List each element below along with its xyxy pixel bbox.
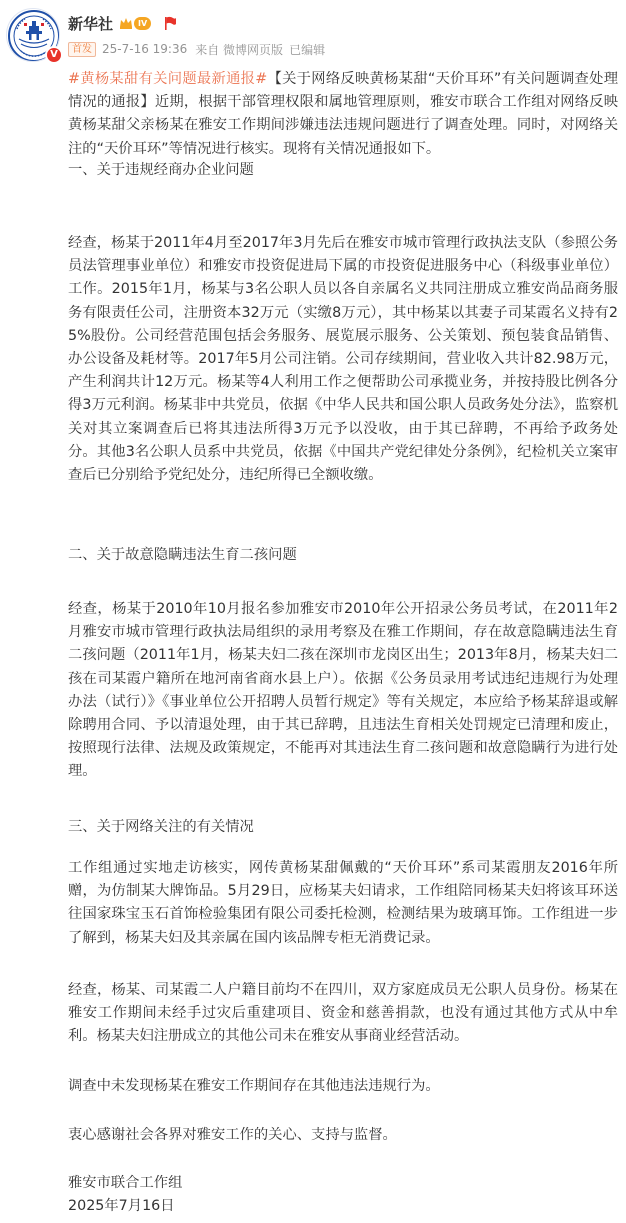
hashtag-link[interactable]: #黄杨某甜有关问题最新通报# <box>68 71 268 87</box>
vip-crown-icon <box>119 17 133 29</box>
verified-badge-icon: V <box>45 46 63 64</box>
edited-label[interactable]: 已编辑 <box>289 42 326 57</box>
name-row <box>68 12 177 34</box>
sign-date: 2025年7月16日 <box>68 1198 175 1214</box>
first-release-tag: 首发 <box>68 42 96 57</box>
post-timestamp[interactable]: 25-7-16 19:36 <box>102 42 188 56</box>
thanks-paragraph: 衷心感谢社会各界对雅安工作的关心、支持与监督。 <box>68 1127 397 1143</box>
section-heading-3: 三、关于网络关注的有关情况 <box>68 819 254 835</box>
post-meta <box>68 41 325 57</box>
section-heading-1: 一、关于违规经商办企业问题 <box>68 162 254 178</box>
section-heading-2: 二、关于故意隐瞒违法生育二孩问题 <box>68 547 297 563</box>
avatar-container[interactable] <box>6 8 62 64</box>
conclusion-paragraph: 调查中未发现杨某在雅安工作期间存在其他违法违规行为。 <box>68 1078 440 1094</box>
post-content <box>68 68 618 1214</box>
username[interactable]: 新华社 <box>68 14 114 33</box>
signer: 雅安市联合工作组 <box>68 1175 183 1191</box>
post-source: 来自 微博网页版 <box>195 42 284 57</box>
intro-paragraph <box>68 68 618 161</box>
section-paragraph-1: 经查，杨某于2011年4月至2017年3月先后在雅安市城市管理行政执法支队（参照公务员法管理事业单位）和雅安市投资促进局下属的市投资促进服务中心（科级事业单位）工作。2015年1月，杨某与3名公职人员以各自亲属名义共同注册成立雅安尚品商务服务有限责任公司，注册资本32万元（实缴8万元），其中杨某以其妻子司某霞名义持有25%股份。公司经营范围包括会务服务、展览展示服务、公关策划、预包装食品销售、办公设备及耗材等。2017年5月公司注销。公司存续期间，营业收入共计82.98万元，产生利润共计12万元。杨某等4人利用工作之便帮助公司承揽业务，并按持股比例各分得3万元利润。杨某非中共党员，依据《中华人民共和国公职人员政务处分法》，监察机关对其立案调查后已将其违法所得3万元予以没收，由于其已辞聘，不再给予政务处分。其他3名公职人员系中共党员，依据《中国共产党纪律处分条例》，纪检机关立案审查后已分别给予党纪处分，违纪所得已全额收缴。 <box>68 235 618 484</box>
vip-badge[interactable] <box>119 17 151 30</box>
intro-text: 【关于网络反映黄杨某甜“天价耳环”有关问题调查处理情况的通报】近期，根据干部管理权限和属地管理原则，雅安市联合工作组对网络反映黄杨某甜父亲杨某在雅安工作期间涉嫌违法违规问题进行了调查处理。同时，对网络关注的“天价耳环”等情况进行核实。现将有关情况通报如下。 <box>68 71 618 157</box>
post-header <box>0 0 626 64</box>
level-badge: IV <box>134 17 151 30</box>
section-paragraph-4: 经查，杨某、司某霞二人户籍目前均不在四川，双方家庭成员无公职人员身份。杨某在雅安工作期间未经手过灾后重建项目、资金和慈善捐款，也没有通过其他方式从中牟利。杨某夫妇注册成立的其他公司未在雅安从事商业经营活动。 <box>68 982 618 1045</box>
red-flag-icon[interactable] <box>163 15 177 31</box>
section-paragraph-2: 经查，杨某于2010年10月报名参加雅安市2010年公开招录公务员考试，在2011年2月雅安市城市管理行政执法局组织的录用考察及在雅工作期间，存在故意隐瞒违法生育二孩问题（2011年1月，杨某夫妇二孩在深圳市龙岗区出生；2013年8月，杨某夫妇二孩在司某霞户籍所在地河南省商水县上户）。依据《公务员录用考试违纪违规行为处理办法（试行）》《事业单位公开招聘人员暂行规定》等有关规定，本应给予杨某辞退或解除聘用合同、予以清退处理，由于其已辞聘，且违法生育相关处罚规定已清理和废止，按照现行法律、法规及政策规定，不能再对其违法生育二孩问题和故意隐瞒行为进行处理。 <box>68 601 618 780</box>
section-paragraph-3: 工作组通过实地走访核实，网传黄杨某甜佩戴的“天价耳环”系司某霞朋友2016年所赠，为仿制某大牌饰品。5月29日，应杨某夫妇请求，工作组陪同杨某夫妇将该耳环送往国家珠宝玉石首饰检验集团有限公司委托检测，检测结果为玻璃耳饰。工作组进一步了解到，杨某夫妇及其亲属在国内该品牌专柜无消费记录。 <box>68 860 618 946</box>
